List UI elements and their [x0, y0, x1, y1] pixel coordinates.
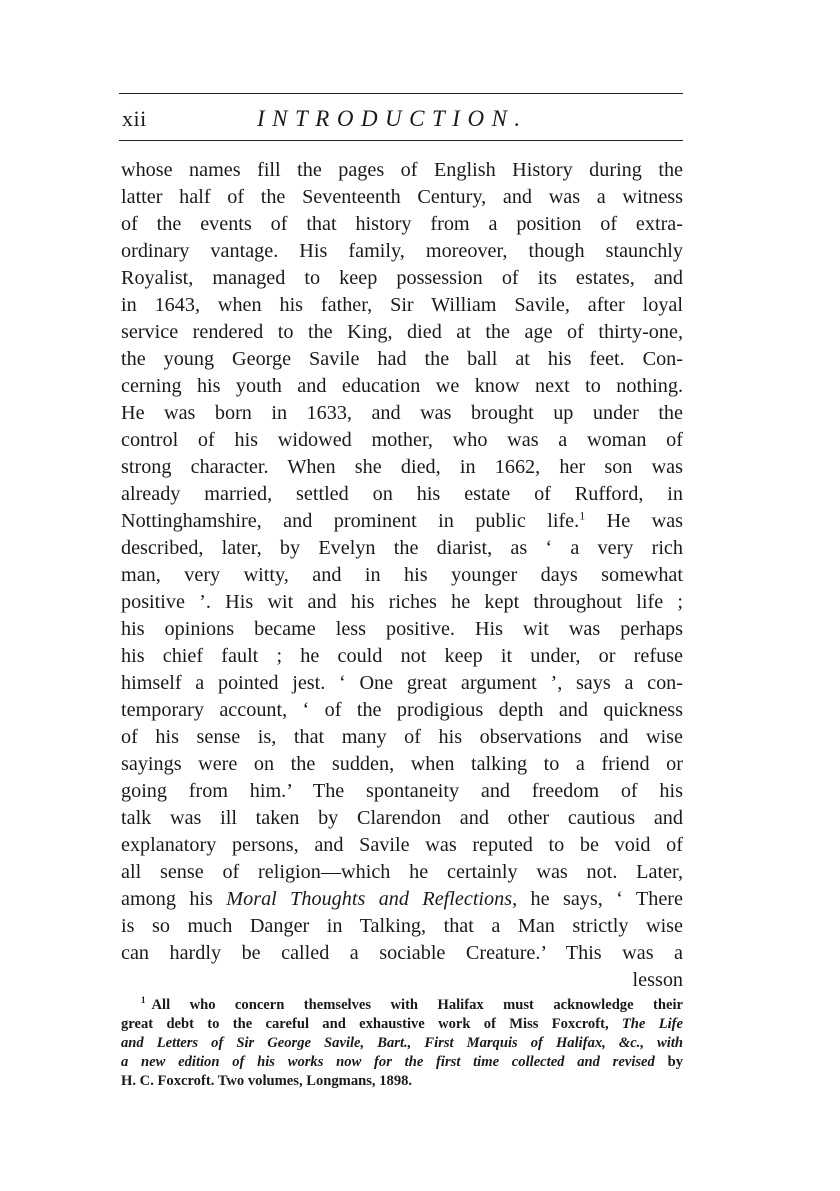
footnote-italic: and Letters of Sir George Savile, Bart., First Marquis of Halifax, &c., with: [121, 1035, 683, 1051]
line-text: among his: [121, 888, 227, 910]
page-number: xii: [122, 106, 147, 131]
footnote: [121, 996, 683, 1091]
text-line: himself a pointed jest. ‘ One great argument ’, says a con-: [121, 672, 683, 694]
text-line: temporary account, ‘ of the prodigious depth and quickness: [121, 699, 683, 721]
footnote-text: great debt to the careful and exhaustive work of Miss Foxcroft,: [121, 1016, 622, 1032]
line-text: Nottinghamshire, and prominent in public life.: [121, 510, 580, 532]
text-line: of his sense is, that many of his observations and wise: [121, 726, 683, 748]
text-line: ordinary vantage. His family, moreover, though staunchly: [121, 240, 683, 262]
line-text: he says, ‘ There: [517, 888, 683, 910]
text-line: control of his widowed mother, who was a woman of: [121, 429, 683, 451]
footnote-line: H. C. Foxcroft. Two volumes, Longmans, 1898.: [121, 1073, 413, 1089]
text-line: positive ’. His wit and his riches he kept throughout life ;: [121, 591, 683, 613]
line-text: He was: [585, 510, 684, 532]
footnote-line: [121, 996, 683, 1015]
text-line: sayings were on the sudden, when talking to a friend or: [121, 753, 683, 775]
text-line: service rendered to the King, died at the age of thirty-one,: [121, 321, 683, 343]
text-line: going from him.’ The spontaneity and freedom of his: [121, 780, 683, 802]
text-line: [121, 886, 683, 913]
text-line: whose names fill the pages of English History during the: [121, 159, 683, 181]
footnote-mark: 1: [141, 995, 146, 1006]
text-line: his chief fault ; he could not keep it under, or refuse: [121, 645, 683, 667]
footnote-text: by: [654, 1054, 683, 1070]
text-line: his opinions became less positive. His wit was perhaps: [121, 618, 683, 640]
text-line: He was born in 1633, and was brought up under the: [121, 402, 683, 424]
text-line: can hardly be called a sociable Creature.’ This was a: [121, 942, 683, 964]
page-header: [119, 103, 683, 135]
text-line: is so much Danger in Talking, that a Man strictly wise: [121, 915, 683, 937]
footnote-line: [121, 1015, 683, 1034]
text-line: cerning his youth and education we know next to nothing.: [121, 375, 683, 397]
text-line: man, very witty, and in his younger days somewhat: [121, 564, 683, 586]
footnote-line: [121, 1053, 683, 1072]
footnote-italic: The Life: [621, 1016, 683, 1032]
text-line: of the events of that history from a position of extra-: [121, 213, 683, 235]
footnote-reference: 1: [579, 508, 586, 523]
text-line: strong character. When she died, in 1662, her son was: [121, 456, 683, 478]
header-top-rule: [119, 93, 683, 94]
footnote-italic: a new edition of his works now for the first time collected and revised: [121, 1054, 655, 1070]
text-line: described, later, by Evelyn the diarist, as ‘ a very rich: [121, 537, 683, 559]
text-line: already married, settled on his estate of Rufford, in: [121, 483, 683, 505]
text-line: in 1643, when his father, Sir William Savile, after loyal: [121, 294, 683, 316]
book-title: Moral Thoughts and Reflections,: [226, 888, 518, 910]
text-line: latter half of the Seventeenth Century, and was a witness: [121, 186, 683, 208]
text-line: the young George Savile had the ball at his feet. Con-: [121, 348, 683, 370]
text-line: explanatory persons, and Savile was reputed to be void of: [121, 834, 683, 856]
text-line: [121, 508, 683, 535]
header-bottom-rule: [119, 140, 683, 141]
text-line: talk was ill taken by Clarendon and other cautious and: [121, 807, 683, 829]
running-title: INTRODUCTION.: [257, 106, 528, 131]
text-line: all sense of religion—which he certainly was not. Later,: [121, 861, 683, 883]
body-text: [121, 157, 683, 994]
footnote-line: [121, 1034, 683, 1053]
footnote-text: All who concern themselves with Halifax must acknowledge their: [151, 997, 683, 1013]
catchword: lesson: [632, 969, 683, 991]
text-line: Royalist, managed to keep possession of its estates, and: [121, 267, 683, 289]
